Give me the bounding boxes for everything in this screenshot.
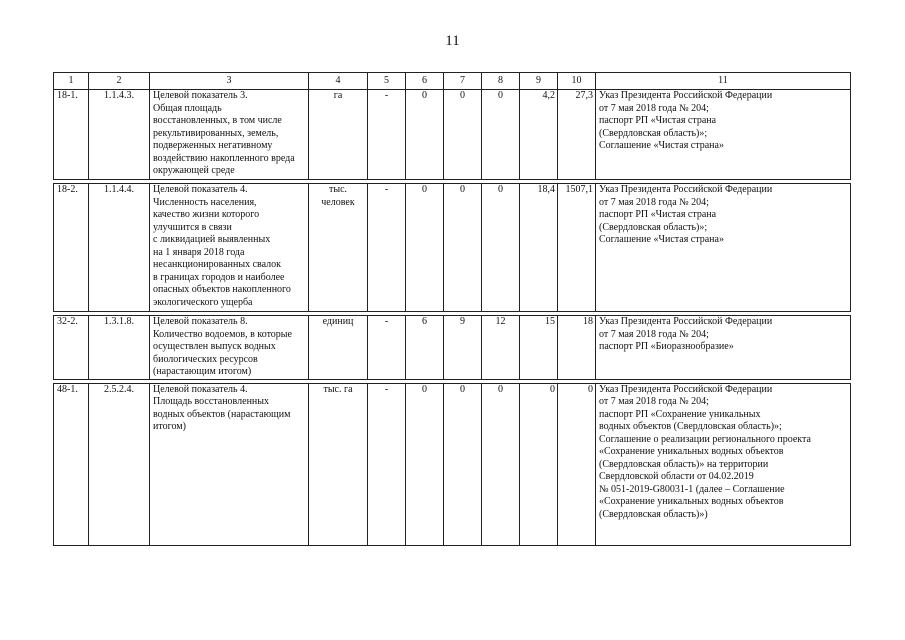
value-cell: 4,2 [520,90,558,180]
indicator-name-cell-line: Целевой показатель 8. [153,316,248,327]
source-cell [596,184,851,312]
value-cell: - [368,90,406,180]
value-cell: 12 [482,316,520,380]
row-number-cell: 18-2. [54,184,89,312]
value-cell: 18,4 [520,184,558,312]
code-cell: 2.5.2.4. [89,383,150,545]
header-cell: 11 [596,73,851,90]
source-cell-line: Указ Президента Российской Федерации [599,184,773,195]
source-cell-line: № 051-2019-G80031-1 (далее – Соглашение [599,483,785,495]
indicator-name-cell-line: биологических ресурсов [153,353,258,365]
indicator-name-cell-line: восстановленных, в том числе [153,115,282,126]
header-cell: 9 [520,73,558,90]
value-cell: - [368,316,406,380]
value-cell: - [368,383,406,545]
source-cell-line: Указ Президента Российской Федерации [599,383,773,395]
indicator-name-cell-line: воздействию накопленного вреда [153,152,295,164]
unit-cell-line: тыс. га [323,383,353,395]
indicator-name-cell-line: улучшится в связи [153,221,232,233]
value-cell: 27,3 [558,90,596,180]
indicator-name-cell-line: опасных объектов накопленного [153,284,291,295]
source-cell-line: (Свердловская область)») [599,508,708,520]
indicator-name-cell [150,383,309,545]
header-cell: 4 [309,73,368,90]
indicator-name-cell-line: Целевой показатель 4. [153,184,248,195]
unit-cell [309,383,368,545]
value-cell: 0 [406,90,444,180]
source-cell-line: Указ Президента Российской Федерации [599,316,773,327]
source-cell [596,90,851,180]
indicator-name-cell-line: рекультивированных, земель, [153,127,279,139]
source-cell-line: паспорт РП «Сохранение уникальных [599,408,761,420]
indicator-name-cell-line: осуществлен выпуск водных [153,341,276,352]
indicator-name-cell-line: (нарастающим итогом) [153,366,252,377]
source-cell [596,316,851,380]
value-cell: 0 [482,184,520,312]
value-cell: 9 [444,316,482,380]
value-cell: 0 [482,383,520,545]
indicator-name-cell-line: Общая площадь [153,102,222,114]
indicator-name-cell [150,316,309,380]
indicator-name-cell-line: с ликвидацией выявленных [153,234,271,245]
value-cell: 6 [406,316,444,380]
table-row [54,184,851,312]
indicator-name-cell-line: водных объектов (нарастающим [153,408,291,420]
source-cell-line: Соглашение «Чистая страна» [599,140,724,151]
indicator-name-cell-line: Площадь восстановленных [153,396,270,407]
source-cell-line: от 7 мая 2018 года № 204; [599,102,709,114]
header-cell: 1 [54,73,89,90]
value-cell: 0 [406,383,444,545]
value-cell: 0 [444,184,482,312]
unit-cell-line: единиц [322,316,354,327]
indicator-name-cell-line: Целевой показатель 3. [153,90,248,101]
value-cell: 1507,1 [558,184,596,312]
header-cell: 7 [444,73,482,90]
indicator-name-cell-line: окружающей среде [153,165,235,176]
source-cell-line: Соглашение «Чистая страна» [599,234,724,245]
indicator-name-cell-line: качество жизни которого [153,209,260,220]
indicator-name-cell-line: экологического ущерба [153,296,253,308]
value-cell: 0 [406,184,444,312]
value-cell: 15 [520,316,558,380]
source-cell-line: от 7 мая 2018 года № 204; [599,396,709,407]
source-cell-line: паспорт РП «Чистая страна [599,209,717,220]
source-cell-line: от 7 мая 2018 года № 204; [599,196,709,208]
table-row [54,383,851,545]
source-cell [596,383,851,545]
indicator-name-cell-line: несанкционированных свалок [153,259,282,270]
source-cell-line: (Свердловская область)» на территории [599,458,769,470]
unit-cell [309,184,368,312]
source-cell-line: Свердловской области от 04.02.2019 [599,471,754,482]
source-cell-line: «Сохранение уникальных водных объектов [599,496,784,507]
value-cell: 0 [558,383,596,545]
indicator-name-cell [150,90,309,180]
source-cell-line: (Свердловская область)»; [599,221,708,233]
source-cell-line: водных объектов (Свердловская область)»; [599,421,782,432]
value-cell: 0 [482,90,520,180]
indicators-table [53,72,851,546]
unit-cell-line: га [333,90,343,101]
header-cell: 5 [368,73,406,90]
source-cell-line: Соглашение о реализации регионального проекта [599,433,811,445]
unit-cell-line: человек [321,196,355,208]
header-row [54,73,851,90]
source-cell-line: паспорт РП «Чистая страна [599,115,717,126]
row-number-cell: 32-2. [54,316,89,380]
unit-cell [309,90,368,180]
indicator-name-cell-line: Численность населения, [153,196,257,208]
value-cell: 0 [520,383,558,545]
table-row [54,90,851,180]
code-cell: 1.1.4.3. [89,90,150,180]
value-cell: 0 [444,90,482,180]
table-row [54,316,851,380]
header-cell: 6 [406,73,444,90]
code-cell: 1.3.1.8. [89,316,150,380]
value-cell: - [368,184,406,312]
indicator-name-cell-line: итогом) [153,421,186,432]
indicator-name-cell [150,184,309,312]
header-cell: 8 [482,73,520,90]
source-cell-line: паспорт РП «Биоразнообразие» [599,341,734,352]
indicator-name-cell-line: в границах городов и наиболее [153,271,285,283]
header-cell: 2 [89,73,150,90]
code-cell: 1.1.4.4. [89,184,150,312]
source-cell-line: от 7 мая 2018 года № 204; [599,328,709,340]
source-cell-line: Указ Президента Российской Федерации [599,90,773,101]
row-number-cell: 18-1. [54,90,89,180]
indicator-name-cell-line: подверженных негативному [153,140,273,151]
source-cell-line: (Свердловская область)»; [599,127,708,139]
header-cell: 3 [150,73,309,90]
value-cell: 18 [558,316,596,380]
header-cell: 10 [558,73,596,90]
unit-cell [309,316,368,380]
indicator-name-cell-line: Количество водоемов, в которые [153,328,292,340]
indicator-name-cell-line: на 1 января 2018 года [153,246,245,258]
source-cell-line: «Сохранение уникальных водных объектов [599,446,784,457]
indicator-name-cell-line: Целевой показатель 4. [153,383,248,395]
page-number: 11 [445,33,460,49]
value-cell: 0 [444,383,482,545]
unit-cell-line: тыс. [328,184,348,195]
row-number-cell: 48-1. [54,383,89,545]
